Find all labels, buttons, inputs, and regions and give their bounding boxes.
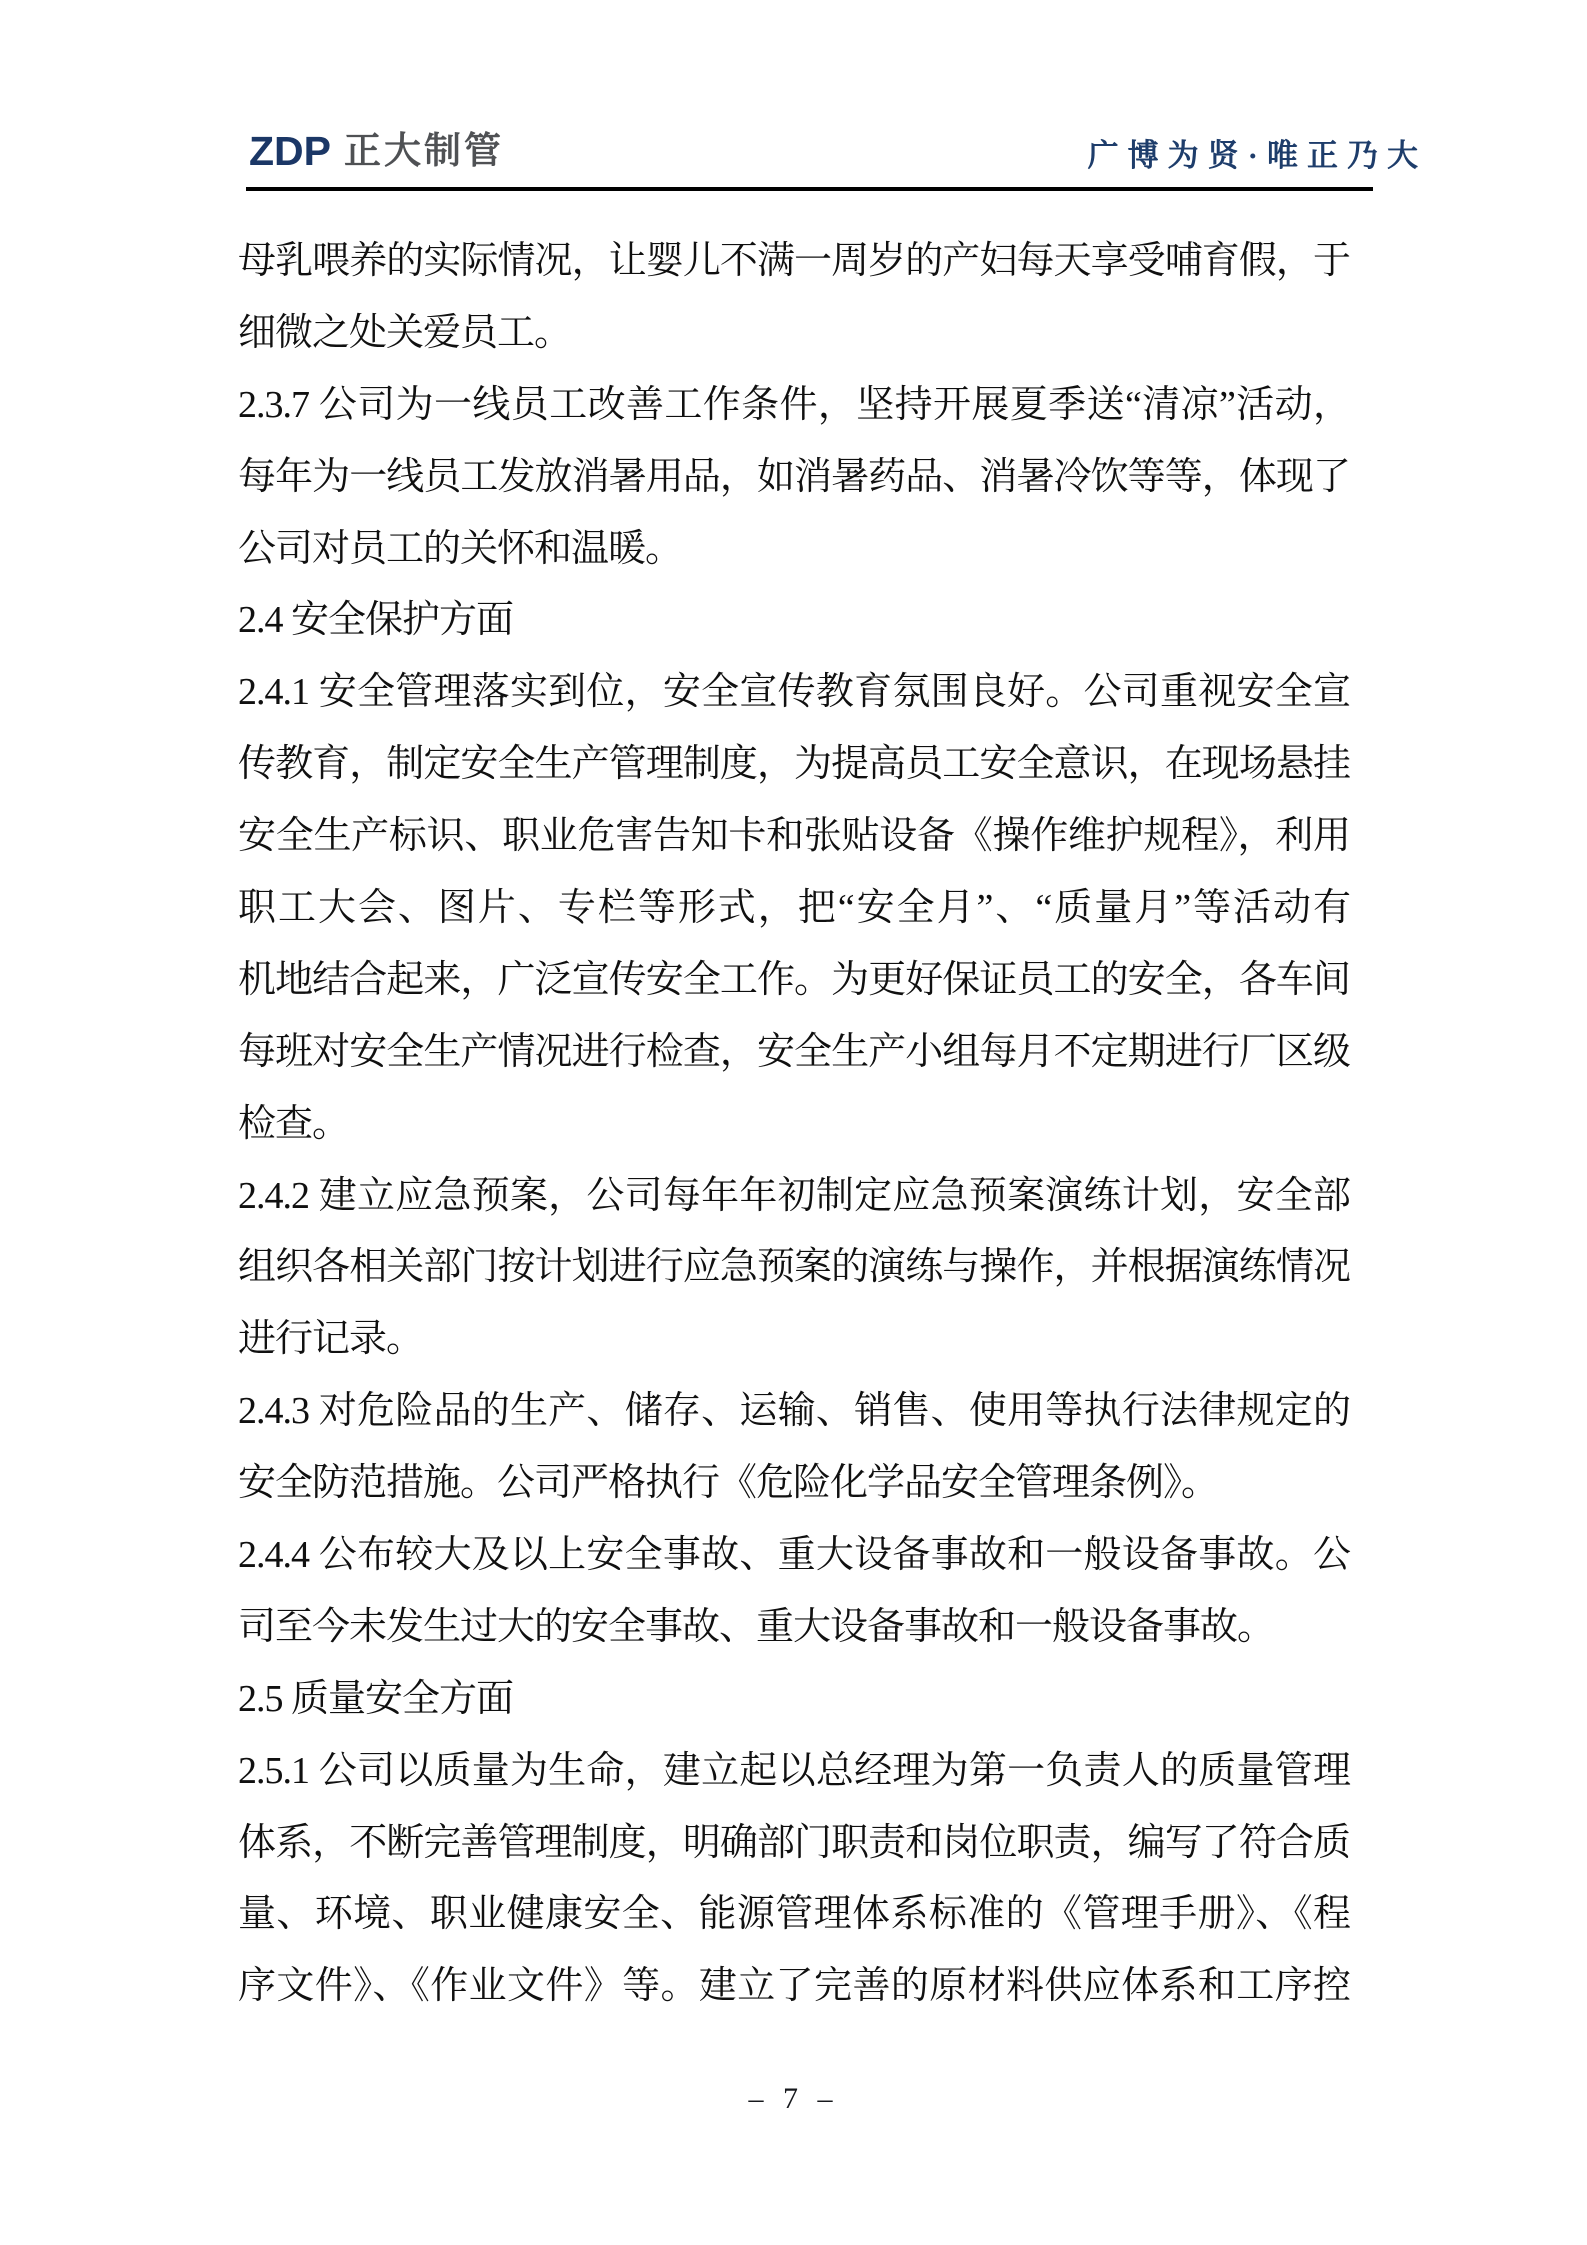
body-line: 细微之处关爱员工。: [238, 311, 572, 354]
body-line: 机地结合起来，广泛宣传安全工作。为更好保证员工的安全，各车间: [238, 958, 1350, 1001]
body-line-section-2-4-2: 2.4.2 建立应急预案，公司每年年初制定应急预案演练计划，安全部: [238, 1174, 1350, 1217]
body-line-section-2-4-3: 2.4.3 对危险品的生产、储存、运输、销售、使用等执行法律规定的: [238, 1390, 1350, 1433]
body-line: 职工大会、图片、专栏等形式，把“安全月”、“质量月”等活动有: [238, 887, 1350, 930]
body-line-section-2-4-1: 2.4.1 安全管理落实到位，安全宣传教育氛围良好。公司重视安全宣: [238, 671, 1350, 714]
body-line: 司至今未发生过大的安全事故、重大设备事故和一般设备事故。: [238, 1605, 1275, 1648]
page-footer: [0, 2082, 1587, 2116]
body-line: 体系，不断完善管理制度，明确部门职责和岗位职责，编写了符合质: [238, 1821, 1350, 1864]
body-line-section-2-5-1: 2.5.1 公司以质量为生命，建立起以总经理为第一负责人的质量管理: [238, 1749, 1350, 1792]
body-line: 公司对员工的关怀和温暖。: [238, 527, 683, 570]
document-body: [238, 226, 1350, 2023]
body-line-section-2-4-4: 2.4.4 公布较大及以上安全事故、重大设备事故和一般设备事故。公: [238, 1534, 1350, 1577]
body-line: 安全防范措施。公司严格执行《危险化学品安全管理条例》。: [238, 1462, 1219, 1505]
body-line: 进行记录。: [238, 1318, 424, 1361]
body-line: 量、环境、职业健康安全、能源管理体系标准的《管理手册》、《程: [238, 1893, 1350, 1936]
body-line-section-2-3-7: 2.3.7 公司为一线员工改善工作条件，坚持开展夏季送“清凉”活动，: [238, 383, 1350, 426]
logo-company-name: 正大制管: [344, 130, 504, 171]
company-logo: [249, 130, 504, 172]
section-heading-2-5: 2.5 质量安全方面: [238, 1677, 514, 1720]
section-heading-2-4: 2.4 安全保护方面: [238, 599, 514, 642]
header-slogan: 广博为贤·唯正乃大: [1087, 138, 1427, 173]
body-line: 传教育，制定安全生产管理制度，为提高员工安全意识，在现场悬挂: [238, 743, 1350, 786]
body-line: 检查。: [238, 1102, 350, 1145]
body-line: 安全生产标识、职业危害告知卡和张贴设备《操作维护规程》，利用: [238, 815, 1350, 858]
body-line: 每年为一线员工发放消暑用品，如消暑药品、消暑冷饮等等，体现了: [238, 455, 1350, 498]
header-divider-rule: [246, 187, 1373, 191]
logo-zdp-text: ZDP: [249, 128, 331, 174]
body-line: 每班对安全生产情况进行检查，安全生产小组每月不定期进行厂区级: [238, 1030, 1350, 1073]
body-line: 序文件》、《作业文件》等。建立了完善的原材料供应体系和工序控: [238, 1965, 1350, 2008]
body-line: 组织各相关部门按计划进行应急预案的演练与操作，并根据演练情况: [238, 1246, 1350, 1289]
body-line: 母乳喂养的实际情况，让婴儿不满一周岁的产妇每天享受哺育假，于: [238, 240, 1350, 282]
page-number: – 7 –: [748, 2082, 839, 2115]
